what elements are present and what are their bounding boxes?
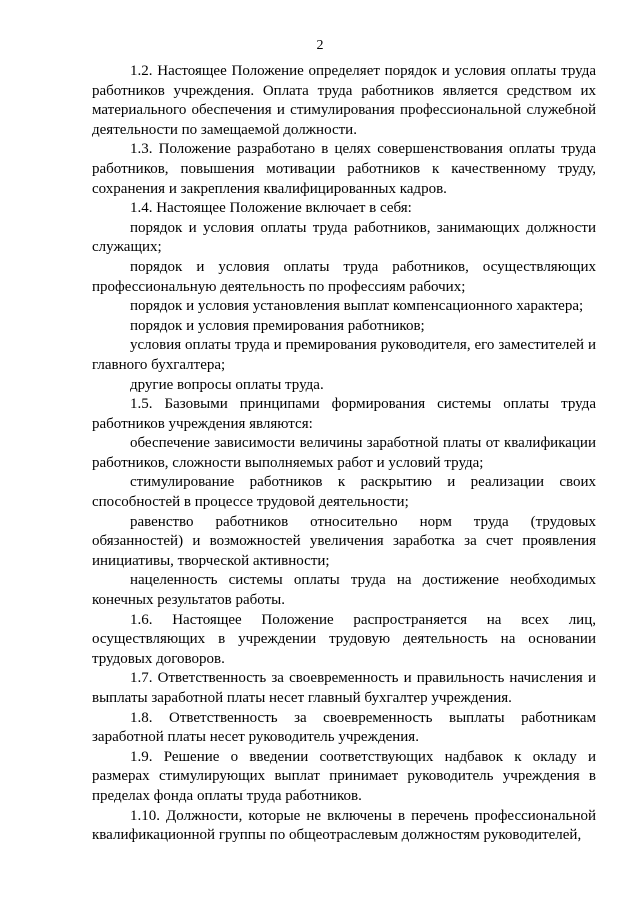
paragraph-1-6: 1.6. Настоящее Положение распространяется на всех лиц, осуществляющих в учреждении трудовую деятельность на основании трудовых договоров. bbox=[92, 611, 596, 667]
list-item: стимулирование работников к раскрытию и реализации своих способностей в процессе трудовой деятельности; bbox=[92, 474, 596, 511]
paragraph-1-2: 1.2. Настоящее Положение определяет порядок и условия оплаты труда работников учреждения. Оплата труда работников является средством их материального обеспечения и стимулирования профессиональной служебной деятельности по замещаемой должности. bbox=[92, 63, 596, 138]
list-item: другие вопросы оплаты труда. bbox=[130, 376, 324, 393]
list-item: порядок и условия оплаты труда работников, осуществляющих профессиональную деятельность по профессиям рабочих; bbox=[92, 258, 596, 295]
paragraph-1-5: 1.5. Базовыми принципами формирования системы оплаты труда работников учреждения являются: bbox=[92, 396, 596, 432]
list-item: условия оплаты труда и премирования руководителя, его заместителей и главного бухгалтера; bbox=[92, 337, 596, 373]
list-item: порядок и условия оплаты труда работников, занимающих должности служащих; bbox=[92, 219, 596, 256]
list-item: обеспечение зависимости величины заработной платы от квалификации работников, сложности выполняемых работ и условий труда; bbox=[92, 435, 596, 471]
list-item: равенство работников относительно норм труда (трудовых обязанностей) и возможностей увеличения заработка за счет проявления инициативы, творческой активности; bbox=[92, 513, 596, 569]
paragraph-1-7: 1.7. Ответственность за своевременность и правильность начисления и выплаты заработной платы несет главный бухгалтер учреждения. bbox=[92, 670, 596, 706]
paragraph-1-3: 1.3. Положение разработано в целях совершенствования оплаты труда работников, повышения мотивации работников к качественному труду, сохранения и закрепления квалифицированных кадров. bbox=[92, 141, 596, 197]
paragraph-1-10: 1.10. Должности, которые не включены в перечень профессиональной квалификационной группы по общеотраслевым должностям руководителей, bbox=[92, 807, 596, 844]
list-item: нацеленность системы оплаты труда на достижение необходимых конечных результатов работы. bbox=[92, 572, 596, 609]
paragraph-1-4: 1.4. Настоящее Положение включает в себя: bbox=[130, 200, 412, 217]
list-item: порядок и условия премирования работников; bbox=[130, 317, 425, 334]
paragraph-1-8: 1.8. Ответственность за своевременность выплаты работникам заработной платы несет руководитель учреждения. bbox=[92, 709, 596, 746]
page-number: 2 bbox=[316, 38, 324, 53]
list-item: порядок и условия установления выплат компенсационного характера; bbox=[130, 298, 584, 315]
paragraph-1-9: 1.9. Решение о введении соответствующих надбавок к окладу и размерах стимулирующих выплат принимает руководитель учреждения в пределах фонда оплаты труда работников. bbox=[92, 748, 596, 804]
body-text bbox=[92, 62, 596, 846]
